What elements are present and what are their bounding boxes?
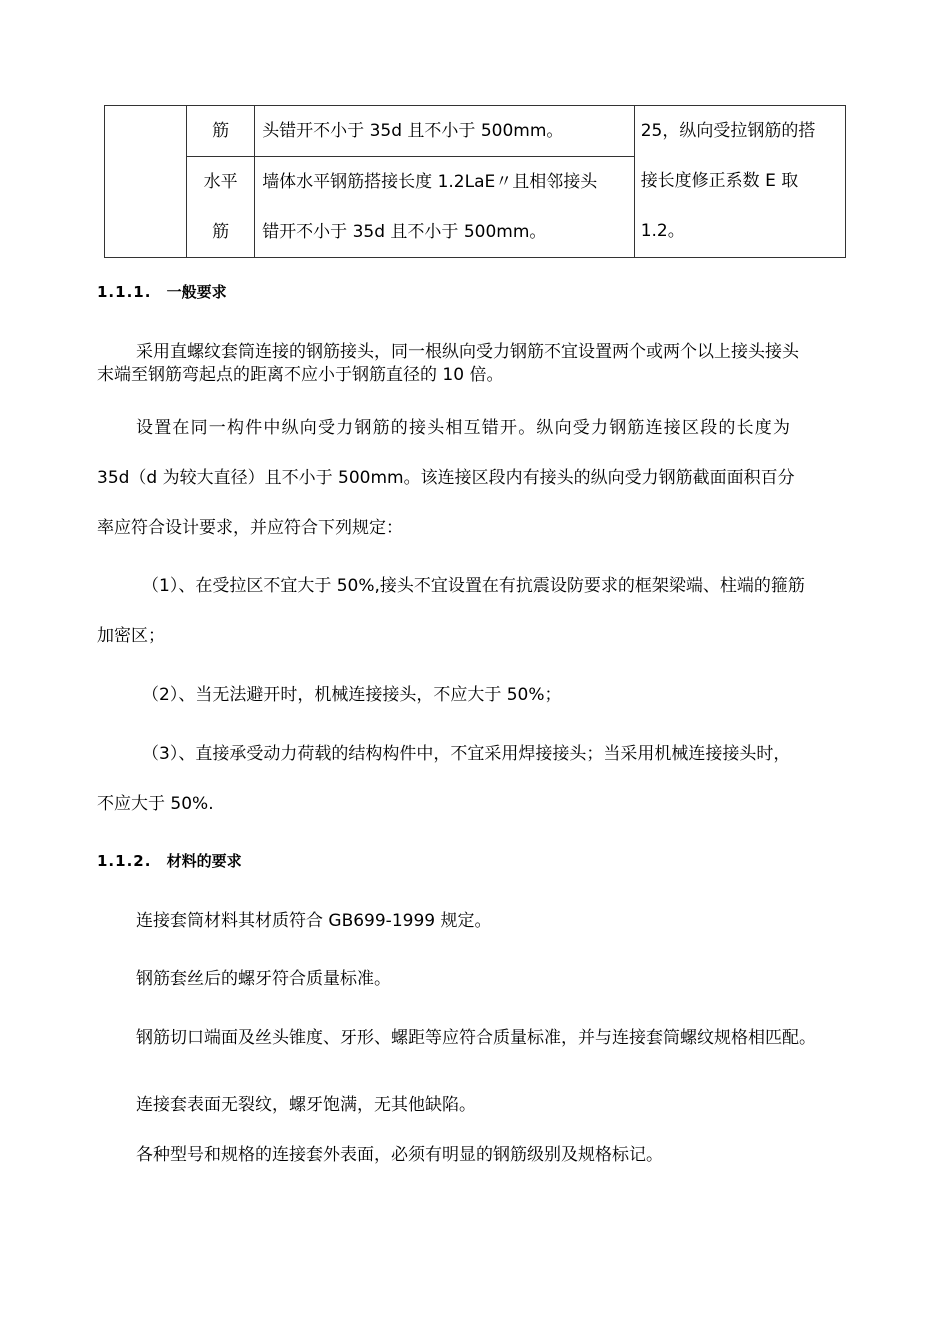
list-item: （1）、在受拉区不宜大于 50%,接头不宜设置在有抗震设防要求的框架梁端、柱端的箍筋 [142,576,805,596]
section-number: 1.1.2. [97,852,152,870]
table-row [105,106,846,157]
paragraph-line: 连接套筒材料其材质符合 GB699-1999 规定。 [136,911,492,931]
cell-text: 接长度修正系数 E 取 [640,171,799,191]
cell-text: 墙体水平钢筋搭接长度 1.2LaE〃且相邻接头 [262,172,598,192]
cell-text: 筋 [212,121,230,141]
list-item: 加密区； [97,626,165,646]
section-heading [97,281,227,302]
list-item: （2）、当无法避开时，机械连接接头，不应大于 50%； [142,685,562,705]
table-cell-requirement [255,106,635,157]
paragraph-line: 连接套表面无裂纹，螺牙饱满，无其他缺陷。 [136,1095,476,1115]
table-cell-category [105,106,187,258]
section-number: 1.1.1. [97,283,152,301]
cell-text: 错开不小于 35d 且不小于 500mm。 [262,222,547,242]
paragraph-line: 钢筋切口端面及丝头锥度、牙形、螺距等应符合质量标准，并与连接套筒螺纹规格相匹配。 [136,1028,816,1048]
list-item: 不应大于 50%. [97,794,214,814]
spec-table [104,105,846,258]
paragraph-line: 钢筋套丝后的螺牙符合质量标准。 [136,969,391,989]
paragraph-line: 率应符合设计要求，并应符合下列规定： [97,518,403,538]
table-cell-note [634,106,845,258]
section-heading [97,850,242,871]
cell-text: 25，纵向受拉钢筋的搭 [640,121,816,141]
table-cell-type [187,106,255,157]
paragraph-line: 末端至钢筋弯起点的距离不应小于钢筋直径的 10 倍。 [97,365,504,385]
cell-text: 头错开不小于 35d 且不小于 500mm。 [262,121,564,141]
cell-text: 筋 [212,222,230,242]
list-item: （3）、直接承受动力荷载的结构构件中，不宜采用焊接接头；当采用机械连接接头时， [142,744,791,764]
paragraph-line: 各种型号和规格的连接套外表面，必须有明显的钢筋级别及规格标记。 [136,1145,663,1165]
section-title: 一般要求 [166,283,227,301]
table-cell-type [187,157,255,258]
cell-text: 1.2。 [640,221,685,241]
table-cell-requirement [255,157,635,258]
paragraph-line: 设置在同一构件中纵向受力钢筋的接头相互错开。纵向受力钢筋连接区段的长度为 [136,418,792,438]
section-title: 材料的要求 [166,852,242,870]
cell-text: 水平 [203,172,238,192]
paragraph-line: 采用直螺纹套筒连接的钢筋接头，同一根纵向受力钢筋不宜设置两个或两个以上接头接头 [136,342,799,362]
paragraph-line: 35d（d 为较大直径）且不小于 500mm。该连接区段内有接头的纵向受力钢筋截面面积百分 [97,468,795,488]
